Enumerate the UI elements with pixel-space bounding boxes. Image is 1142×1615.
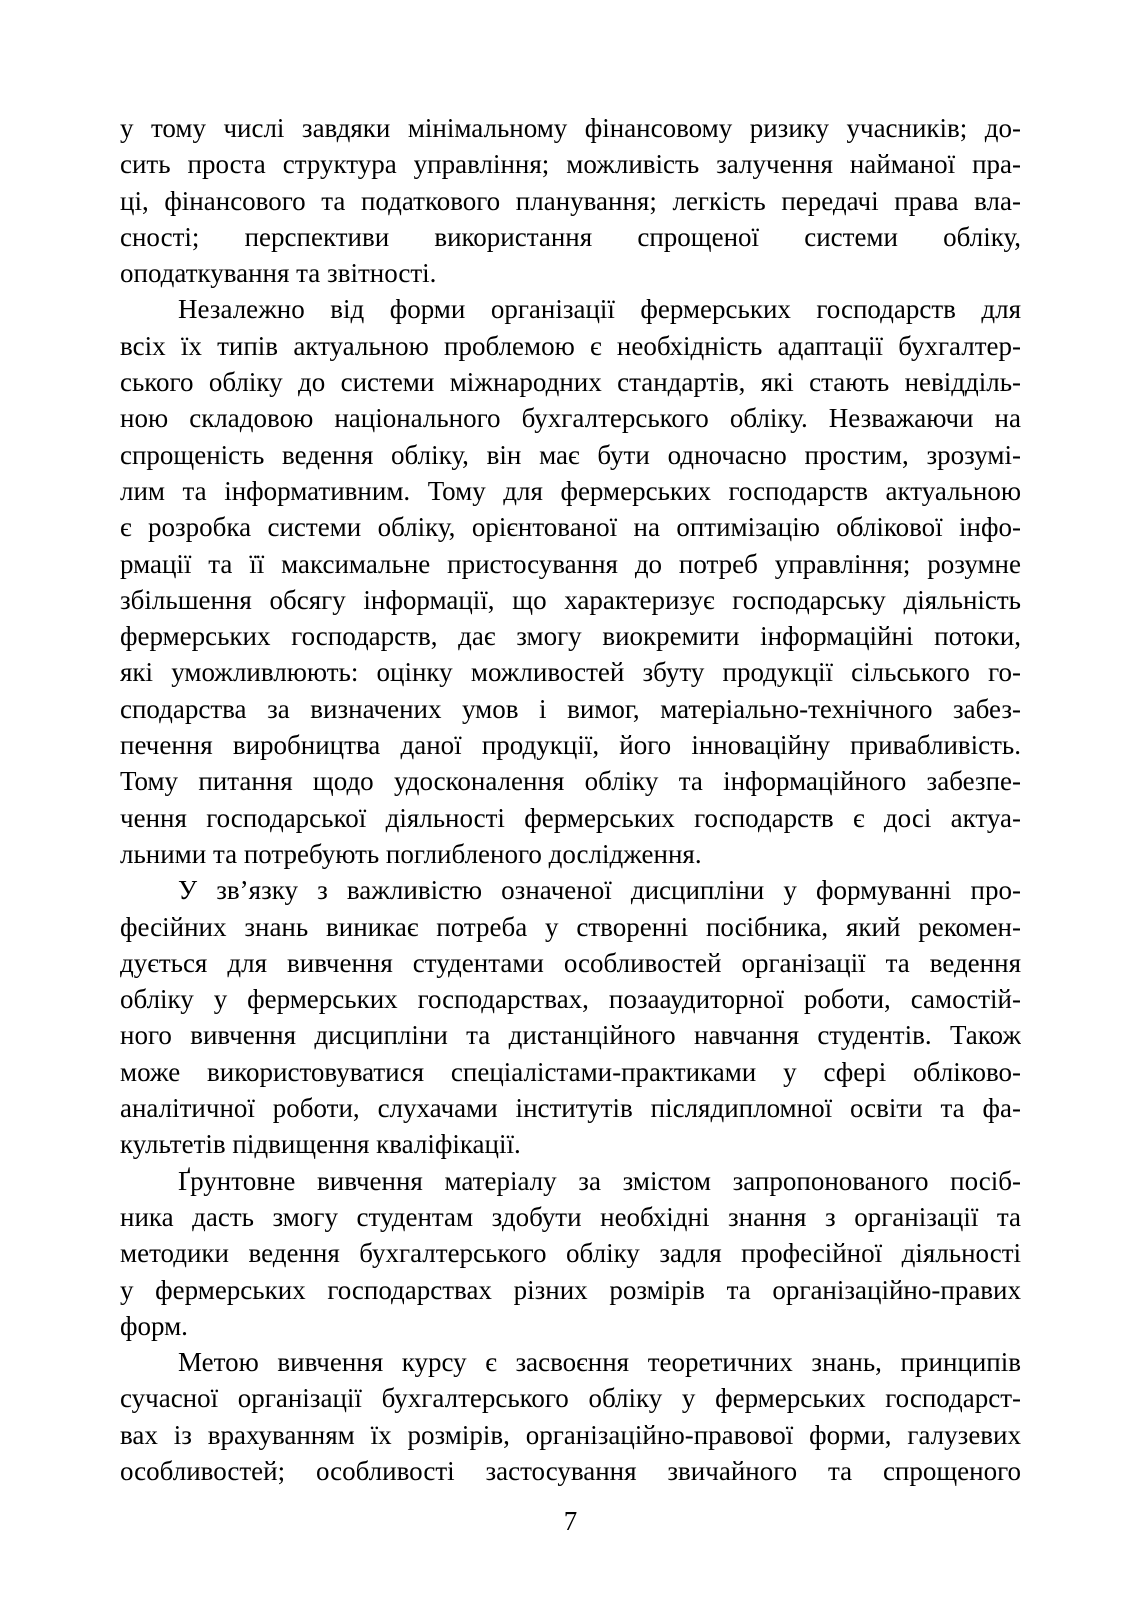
text-line: оподаткування та звітності. <box>120 258 437 289</box>
page-number: 7 <box>563 1506 578 1536</box>
text-line: У зв’язку з важливістю означеної дисципліни у формуванні про- <box>178 875 1021 906</box>
text-line: чення господарської діяльності фермерських господарств є досі актуа- <box>120 802 1021 833</box>
paragraph <box>120 110 1021 291</box>
text-line: сподарства за визначених умов і вимог, матеріально-технічного забез- <box>120 693 1021 724</box>
text-line: форм. <box>120 1310 188 1341</box>
text-line: аналітичної роботи, слухачами інститутів післядипломної освіти та фа- <box>120 1093 1021 1124</box>
text-line: льними та потребують поглибленого дослідження. <box>120 838 702 869</box>
text-line: рмації та її максимальне пристосування до потреб управління; розумне <box>120 548 1021 579</box>
text-line: може використовуватися спеціалістами-практиками у сфері обліково- <box>120 1056 1021 1087</box>
text-line: особливостей; особливості застосування звичайного та спрощеного <box>120 1455 1021 1486</box>
text-line: дується для вивчення студентами особливостей організації та ведення <box>120 947 1021 978</box>
text-line: ною складовою національного бухгалтерського обліку. Незважаючи на <box>120 403 1021 434</box>
text-line: всіх їх типів актуальною проблемою є необхідність адаптації бухгалтер- <box>120 330 1021 361</box>
text-line: Тому питання щодо удосконалення обліку та інформаційного забезпе- <box>120 766 1021 797</box>
text-line: фермерських господарств, дає змогу виокремити інформаційні потоки, <box>120 621 1021 652</box>
text-line: лим та інформативним. Тому для фермерських господарств актуальною <box>120 475 1021 506</box>
text-line: спрощеність ведення обліку, він має бути одночасно простим, зрозумі- <box>120 439 1021 470</box>
text-line: ного вивчення дисципліни та дистанційного навчання студентів. Також <box>120 1020 1021 1051</box>
text-line: Метою вивчення курсу є засвоєння теоретичних знань, принципів <box>178 1347 1021 1378</box>
text-line: сучасної організації бухгалтерського обліку у фермерських господарст- <box>120 1383 1021 1414</box>
text-line: вах із врахуванням їх розмірів, організаційно-правової форми, галузевих <box>120 1419 1021 1450</box>
text-line: які уможливлюють: оцінку можливостей збуту продукції сільського го- <box>120 657 1021 688</box>
text-line: обліку у фермерських господарствах, позааудиторної роботи, самостій- <box>120 984 1021 1015</box>
text-line: є розробка системи обліку, орієнтованої на оптимізацію облікової інфо- <box>120 512 1021 543</box>
text-line: ці, фінансового та податкового планування; легкість передачі права вла- <box>120 185 1021 216</box>
text-line: ського обліку до системи міжнародних стандартів, які стають невідділь- <box>120 367 1021 398</box>
paragraph <box>120 291 1021 872</box>
text-line: печення виробництва даної продукції, його інноваційну привабливість. <box>120 730 1021 761</box>
text-line: Ґрунтовне вивчення матеріалу за змістом запропонованого посіб- <box>178 1165 1021 1196</box>
text-line: збільшення обсягу інформації, що характеризує господарську діяльність <box>120 584 1021 615</box>
text-line: у фермерських господарствах різних розмірів та організаційно-правих <box>120 1274 1021 1305</box>
text-line: сить проста структура управління; можливість залучення найманої пра- <box>120 149 1021 180</box>
text-line: у тому числі завдяки мінімальному фінансовому ризику учасників; до- <box>120 113 1021 143</box>
body-text <box>120 110 1021 1489</box>
text-line: Незалежно від форми організації фермерських господарств для <box>178 294 1021 325</box>
text-line: фесійних знань виникає потреба у створенні посібника, який рекомен- <box>120 911 1021 942</box>
text-line: методики ведення бухгалтерського обліку задля професійної діяльності <box>120 1238 1021 1269</box>
paragraph <box>120 1163 1021 1344</box>
paragraph <box>120 872 1021 1162</box>
paragraph <box>120 1344 1021 1489</box>
text-line: сності; перспективи використання спрощеної системи обліку, <box>120 221 1021 252</box>
text-line: ника дасть змогу студентам здобути необхідні знання з організації та <box>120 1201 1021 1232</box>
text-line: культетів підвищення кваліфікації. <box>120 1129 521 1160</box>
